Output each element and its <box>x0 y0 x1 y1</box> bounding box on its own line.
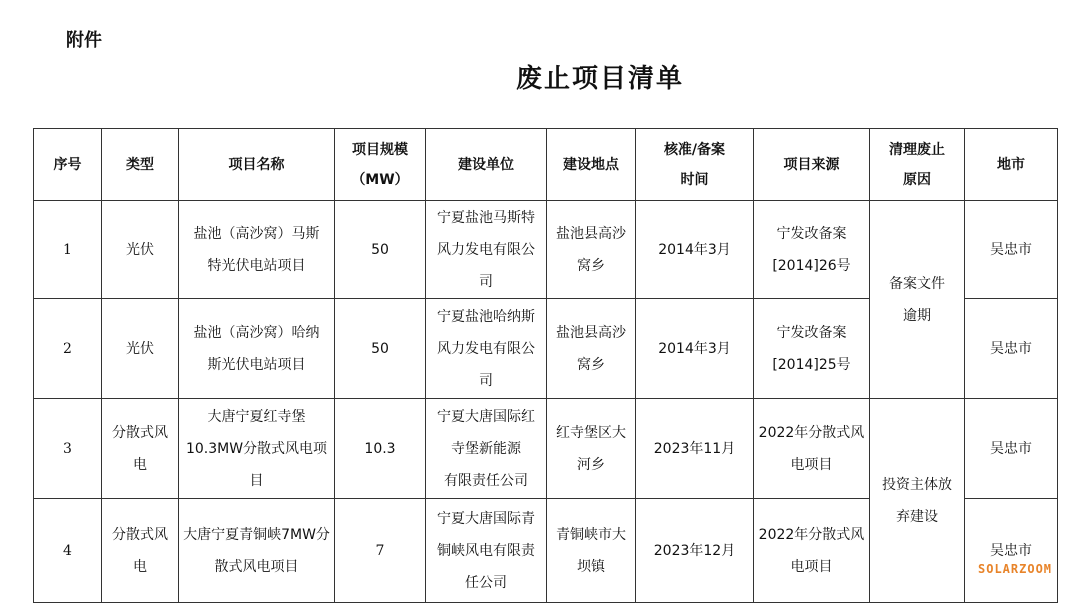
cell-unit-line: 宁夏大唐国际红 <box>437 408 535 425</box>
cell-location-line: 坝镇 <box>577 558 605 575</box>
cell-source-line: 2022年分散式风 <box>758 424 865 441</box>
cell-seq: 2 <box>34 299 102 399</box>
cell-source <box>754 399 870 499</box>
header-city: 地市 <box>965 129 1058 201</box>
header-seq: 序号 <box>34 129 102 201</box>
cell-scale: 10.3 <box>335 399 426 499</box>
cell-name-line: 盐池（高沙窝）马斯 <box>193 225 320 242</box>
header-name: 项目名称 <box>179 129 335 201</box>
table-row <box>34 201 1058 299</box>
project-table <box>33 128 1058 603</box>
header-row <box>34 129 1058 201</box>
page-title: 废止项目清单 <box>515 64 684 94</box>
cell-unit-line: 宁夏盐池马斯特 <box>437 209 535 226</box>
cell-name-line: 特光伏电站项目 <box>207 257 306 274</box>
header-reason-line2: 原因 <box>903 171 931 188</box>
cell-source-line: 宁发改备案 <box>776 324 847 341</box>
cell-reason-line: 备案文件 <box>889 275 945 292</box>
cell-unit-line: 有限责任公司 <box>444 472 528 489</box>
cell-name-line: 10.3MW分散式风电项 <box>185 440 328 457</box>
cell-source-line: [2014]25号 <box>772 356 851 373</box>
cell-seq: 1 <box>34 201 102 299</box>
cell-seq: 3 <box>34 399 102 499</box>
cell-scale: 7 <box>335 499 426 603</box>
cell-source-line: [2014]26号 <box>772 257 851 274</box>
cell-location <box>547 201 636 299</box>
cell-unit <box>426 201 547 299</box>
cell-name <box>179 499 335 603</box>
cell-source-line: 宁发改备案 <box>776 225 847 242</box>
cell-type <box>102 201 179 299</box>
cell-source-line: 电项目 <box>790 558 833 575</box>
cell-name-line: 大唐宁夏青铜峡7MW分 <box>183 526 330 543</box>
header-reason <box>870 129 965 201</box>
cell-unit-line: 铜峡风电有限责 <box>437 542 535 559</box>
cell-scale: 50 <box>335 201 426 299</box>
header-approval <box>636 129 754 201</box>
cell-unit-line: 司 <box>479 273 493 290</box>
cell-source-line: 2022年分散式风 <box>758 526 865 543</box>
cell-unit-line: 风力发电有限公 <box>437 340 535 357</box>
cell-name <box>179 201 335 299</box>
header-reason-line1: 清理废止 <box>889 141 945 158</box>
cell-unit-line: 司 <box>479 372 493 389</box>
header-approval-line2: 时间 <box>680 171 709 188</box>
cell-reason-line: 投资主体放 <box>882 476 952 493</box>
cell-seq: 4 <box>34 499 102 603</box>
cell-city: 吴忠市 <box>965 499 1058 603</box>
header-scale-line2: （MW） <box>351 171 409 188</box>
cell-reason-group1 <box>870 201 965 399</box>
cell-name-line: 斯光伏电站项目 <box>207 356 306 373</box>
cell-approval: 2023年12月 <box>636 499 754 603</box>
cell-type-line: 光伏 <box>126 241 154 258</box>
cell-location-line: 窝乡 <box>577 257 605 274</box>
watermark-logo: SOLARZOOM <box>978 562 1053 576</box>
cell-scale: 50 <box>335 299 426 399</box>
cell-reason-line: 逾期 <box>903 307 931 324</box>
cell-type-line: 分散式风 <box>112 424 168 441</box>
cell-type-line: 电 <box>133 456 147 473</box>
cell-name <box>179 399 335 499</box>
cell-unit-line: 风力发电有限公 <box>437 241 535 258</box>
header-unit: 建设单位 <box>426 129 547 201</box>
cell-approval: 2023年11月 <box>636 399 754 499</box>
header-scale <box>335 129 426 201</box>
cell-location <box>547 299 636 399</box>
cell-location-line: 青铜峡市大 <box>556 526 626 543</box>
header-location: 建设地点 <box>547 129 636 201</box>
cell-unit <box>426 299 547 399</box>
cell-source-line: 电项目 <box>790 456 833 473</box>
cell-approval: 2014年3月 <box>636 299 754 399</box>
cell-name-line: 目 <box>249 472 264 489</box>
cell-name-line: 大唐宁夏红寺堡 <box>207 408 306 425</box>
cell-name-line: 散式风电项目 <box>214 558 299 575</box>
cell-type <box>102 499 179 603</box>
cell-location <box>547 399 636 499</box>
cell-name <box>179 299 335 399</box>
cell-unit <box>426 499 547 603</box>
cell-source <box>754 299 870 399</box>
cell-location-line: 河乡 <box>577 456 605 473</box>
cell-type-line: 电 <box>133 558 147 575</box>
cell-name-line: 盐池（高沙窝）哈纳 <box>193 324 320 341</box>
cell-location <box>547 499 636 603</box>
cell-unit-line: 宁夏盐池哈纳斯 <box>437 308 535 325</box>
cell-reason-group2 <box>870 399 965 603</box>
cell-source <box>754 201 870 299</box>
header-approval-line1: 核准/备案 <box>663 141 726 158</box>
cell-location-line: 红寺堡区大 <box>556 424 626 441</box>
header-source: 项目来源 <box>754 129 870 201</box>
header-type: 类型 <box>102 129 179 201</box>
cell-unit <box>426 399 547 499</box>
cell-unit-line: 寺堡新能源 <box>451 440 521 457</box>
cell-reason-line: 弃建设 <box>896 508 938 525</box>
cell-type <box>102 399 179 499</box>
cell-location-line: 盐池县高沙 <box>556 225 626 242</box>
cell-type-line: 分散式风 <box>112 526 168 543</box>
attachment-label: 附件 <box>66 30 102 51</box>
cell-source <box>754 499 870 603</box>
cell-type-line: 光伏 <box>126 340 154 357</box>
cell-city: 吴忠市 <box>965 299 1058 399</box>
cell-city: 吴忠市 <box>965 201 1058 299</box>
cell-location-line: 窝乡 <box>577 356 605 373</box>
table-row <box>34 399 1058 499</box>
cell-location-line: 盐池县高沙 <box>556 324 626 341</box>
cell-type <box>102 299 179 399</box>
cell-unit-line: 宁夏大唐国际青 <box>437 510 535 527</box>
cell-city: 吴忠市 <box>965 399 1058 499</box>
cell-approval: 2014年3月 <box>636 201 754 299</box>
cell-unit-line: 任公司 <box>465 574 507 591</box>
header-scale-line1: 项目规模 <box>352 141 408 158</box>
